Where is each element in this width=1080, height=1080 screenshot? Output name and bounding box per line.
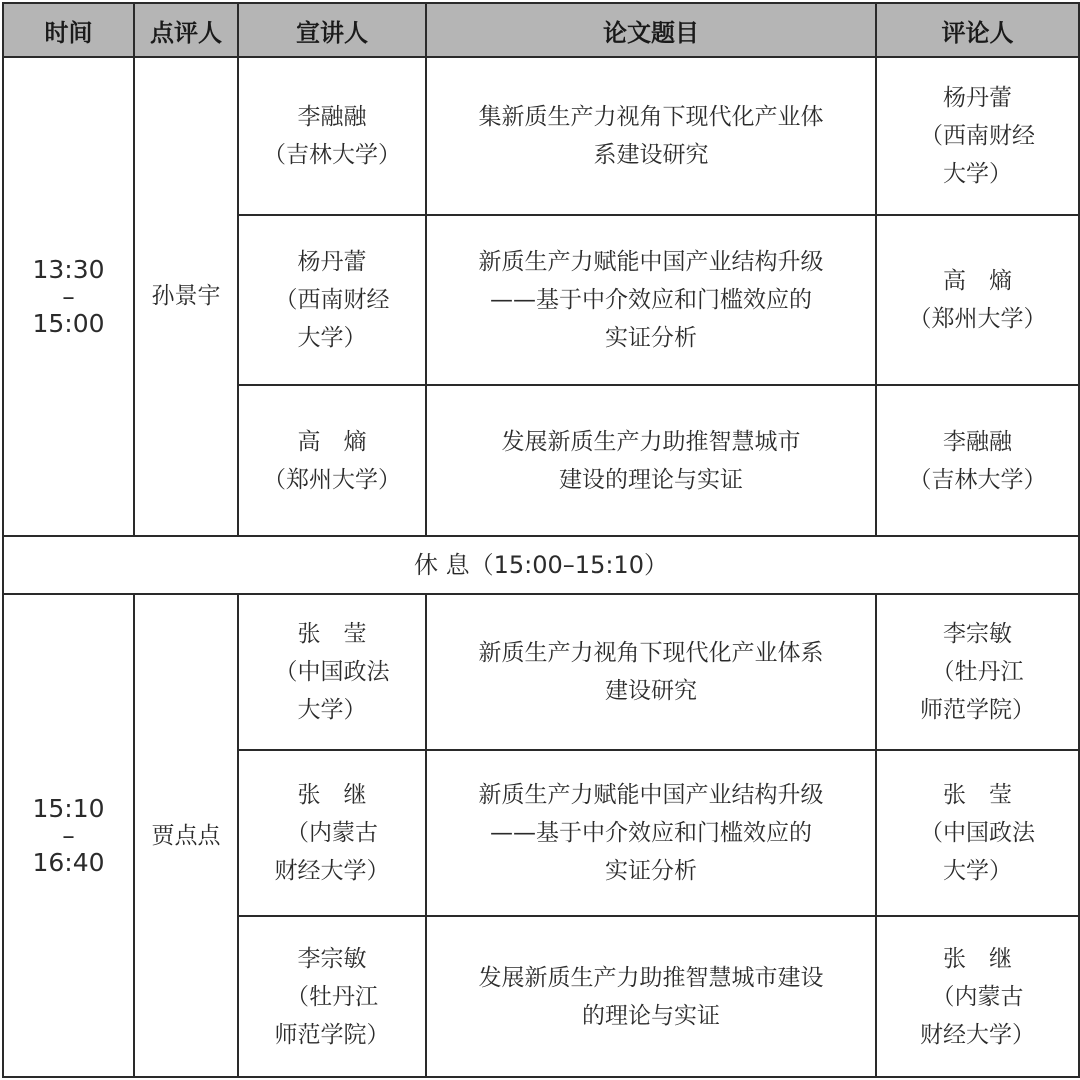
speaker-cell: 李宗敏 （牡丹江 师范学院）: [238, 916, 426, 1077]
speaker-cell: 张 继 （内蒙古 财经大学）: [238, 750, 426, 917]
schedule-table: [2, 2, 1080, 1078]
table-row: [3, 57, 1079, 215]
speaker-cell: 张 莹 （中国政法 大学）: [238, 594, 426, 750]
header-paper-title: 论文题目: [426, 3, 876, 57]
header-commentator: 评论人: [876, 3, 1079, 57]
header-speaker: 宣讲人: [238, 3, 426, 57]
speaker-cell: 李融融 （吉林大学）: [238, 57, 426, 215]
commentator-cell: 杨丹蕾 （西南财经 大学）: [876, 57, 1079, 215]
time-end: 16:40: [32, 848, 105, 878]
time-start: 15:10: [32, 794, 105, 824]
paper-title-cell: 新质生产力赋能中国产业结构升级 ——基于中介效应和门槛效应的 实证分析: [426, 750, 876, 917]
speaker-cell: 高 熵 （郑州大学）: [238, 385, 426, 536]
session2-time-cell: [3, 594, 134, 1077]
paper-title-cell: 新质生产力赋能中国产业结构升级 ——基于中介效应和门槛效应的 实证分析: [426, 215, 876, 386]
header-reviewer: 点评人: [134, 3, 238, 57]
commentator-cell: 张 继 （内蒙古 财经大学）: [876, 916, 1079, 1077]
session1-time-cell: [3, 57, 134, 536]
session2-reviewer-cell: 贾点点: [134, 594, 238, 1077]
session1-reviewer-cell: 孙景宇: [134, 57, 238, 536]
commentator-cell: 张 莹 （中国政法 大学）: [876, 750, 1079, 917]
time-end: 15:00: [32, 308, 105, 338]
paper-title-cell: 新质生产力视角下现代化产业体系 建设研究: [426, 594, 876, 750]
header-row: [3, 3, 1079, 57]
time-start: 13:30: [32, 254, 105, 284]
header-time: 时间: [3, 3, 134, 57]
commentator-cell: 高 熵 （郑州大学）: [876, 215, 1079, 386]
paper-title-cell: 发展新质生产力助推智慧城市建设 的理论与实证: [426, 916, 876, 1077]
speaker-cell: 杨丹蕾 （西南财经 大学）: [238, 215, 426, 386]
time-dash: –: [62, 821, 75, 851]
commentator-cell: 李宗敏 （牡丹江 师范学院）: [876, 594, 1079, 750]
break-cell: 休 息（15:00–15:10）: [3, 536, 1079, 594]
time-dash: –: [62, 281, 75, 311]
break-row: [3, 536, 1079, 594]
table-row: [3, 594, 1079, 750]
paper-title-cell: 发展新质生产力助推智慧城市 建设的理论与实证: [426, 385, 876, 536]
commentator-cell: 李融融 （吉林大学）: [876, 385, 1079, 536]
paper-title-cell: 集新质生产力视角下现代化产业体 系建设研究: [426, 57, 876, 215]
